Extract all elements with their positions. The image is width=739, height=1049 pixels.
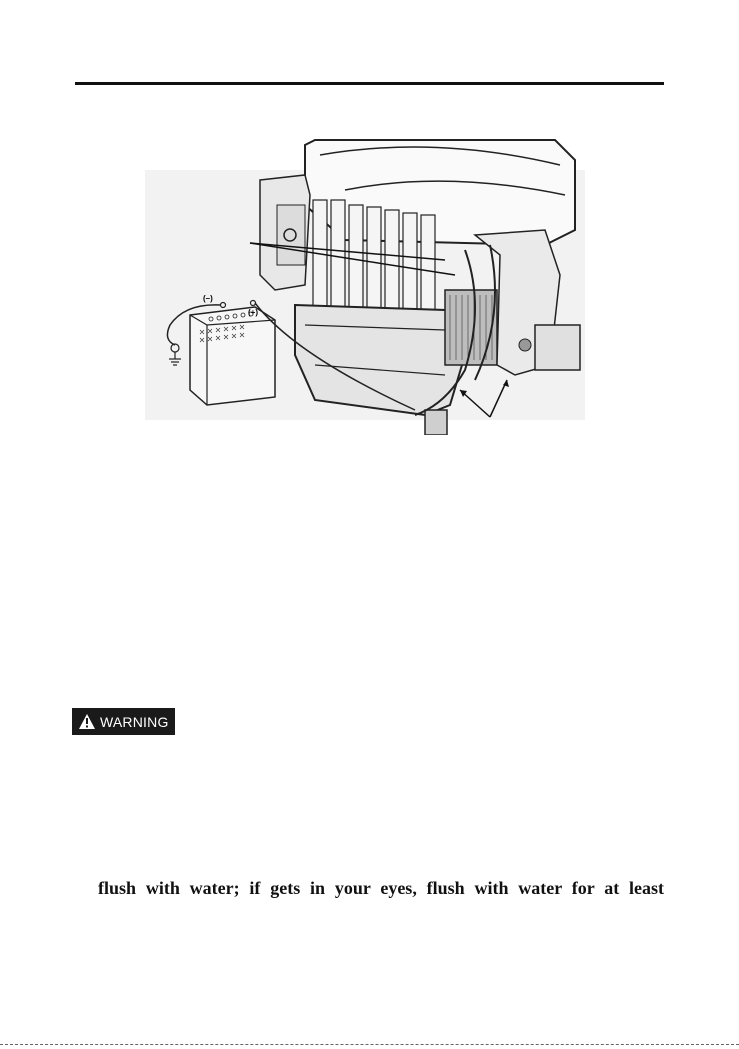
warning-triangle-icon [78,713,96,730]
warning-badge [72,708,175,735]
battery [190,301,275,406]
page-bottom-edge [0,1044,739,1045]
battery-negative-label: (–) [203,294,213,303]
engine-battery-illustration [145,135,585,435]
battery-positive-label: (+) [248,308,258,317]
warning-label: WARNING [100,713,169,730]
header-rule [75,82,664,85]
body-text-line: flush with water; if gets in your eyes, flush with water for at least [98,878,664,898]
